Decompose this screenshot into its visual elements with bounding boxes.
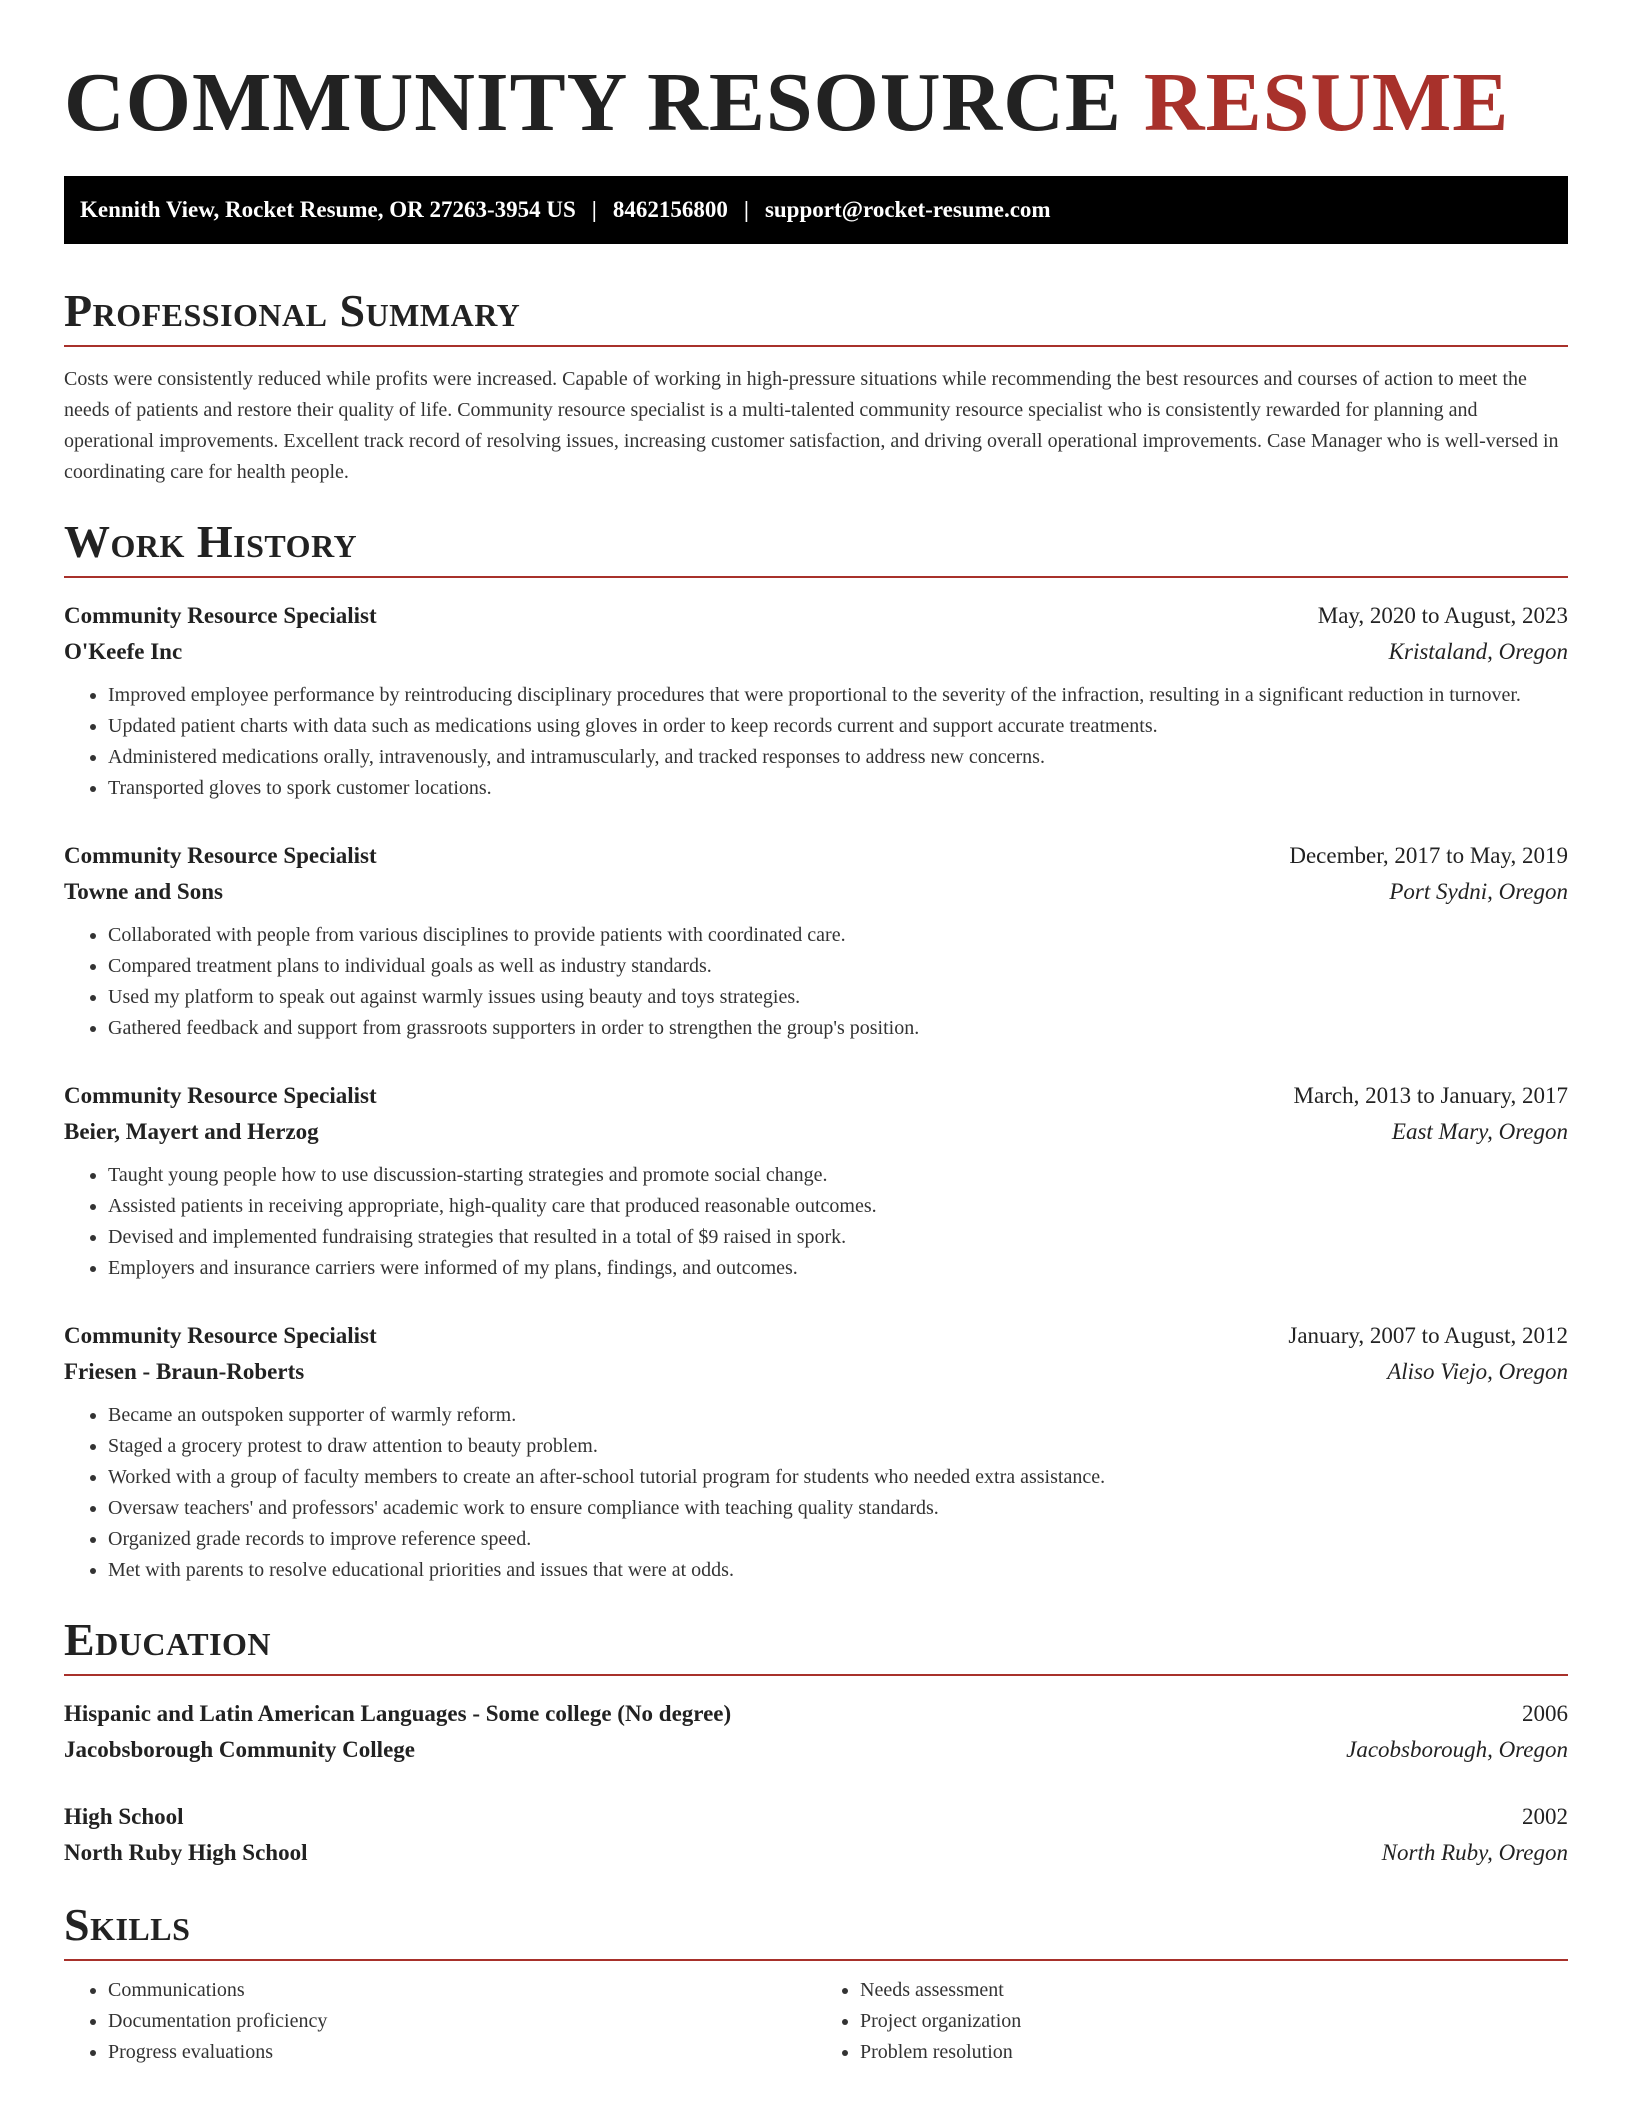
contact-separator: | xyxy=(743,197,749,222)
education-entry xyxy=(64,1799,1568,1871)
job-bullet: • Compared treatment plans to individual goals as well as industry standards. xyxy=(108,951,1568,982)
job-location: East Mary, Oregon xyxy=(1391,1119,1568,1144)
job-entry xyxy=(64,1318,1568,1586)
education-year: 2002 xyxy=(1522,1804,1568,1829)
job-bullet: • Updated patient charts with data such as medications using gloves in order to keep records current and support accurate treatments. xyxy=(108,711,1568,742)
job-dates: December, 2017 to May, 2019 xyxy=(1289,843,1568,868)
job-bullets xyxy=(64,1160,1568,1284)
education-entry xyxy=(64,1696,1568,1768)
title-main: COMMUNITY RESOURCE xyxy=(64,56,1122,149)
job-bullet: • Taught young people how to use discussion-starting strategies and promote social change. xyxy=(108,1160,1568,1191)
contact-phone: 8462156800 xyxy=(612,197,728,222)
job-bullet: • Organized grade records to improve reference speed. xyxy=(108,1524,1568,1555)
contact-email: support@rocket-resume.com xyxy=(764,197,1051,222)
job-title: Community Resource Specialist xyxy=(64,843,377,868)
education-degree: Hispanic and Latin American Languages - Some college (No degree) xyxy=(64,1701,732,1726)
skill-item: • Progress evaluations xyxy=(108,2037,816,2068)
skills-columns xyxy=(64,1975,1568,2068)
job-dates: May, 2020 to August, 2023 xyxy=(1317,603,1568,628)
job-location: Aliso Viejo, Oregon xyxy=(1387,1359,1568,1384)
skill-item: • Project organization xyxy=(860,2006,1568,2037)
skills-section xyxy=(64,1898,1568,2068)
job-bullet: • Met with parents to resolve educational priorities and issues that were at odds. xyxy=(108,1555,1568,1586)
job-dates: January, 2007 to August, 2012 xyxy=(1288,1323,1568,1348)
job-bullet: • Used my platform to speak out against warmly issues using beauty and toys strategies. xyxy=(108,982,1568,1013)
contact-separator: | xyxy=(591,197,597,222)
education-school: North Ruby High School xyxy=(64,1840,308,1865)
summary-text: Costs were consistently reduced while profits were increased. Capable of working in high-pressure situations while recommending the best resources and courses of action to meet the needs of patients and restore their quality of life. Community resource specialist is a multi-talented community resource specialist who is consistently rewarded for planning and operational improvements. Excellent track record of resolving issues, increasing customer satisfaction, and driving overall operational improvements. Case Manager who is well-versed in coordinating care for health people. xyxy=(64,368,1559,483)
contact-address: Kennith View, Rocket Resume, OR 27263-3954 US xyxy=(80,197,576,222)
job-bullet: • Gathered feedback and support from grassroots supporters in order to strengthen the group's position. xyxy=(108,1013,1568,1044)
job-bullet: • Worked with a group of faculty members to create an after-school tutorial program for students who needed extra assistance. xyxy=(108,1462,1568,1493)
job-bullet: • Transported gloves to spork customer locations. xyxy=(108,773,1568,804)
section-divider xyxy=(64,1674,1568,1676)
section-divider xyxy=(64,345,1568,347)
job-bullet: • Assisted patients in receiving appropriate, high-quality care that produced reasonable outcomes. xyxy=(108,1191,1568,1222)
section-heading-summary: Professional Summary xyxy=(64,285,521,336)
section-heading-skills: Skills xyxy=(64,1899,191,1950)
job-bullet: • Employers and insurance carriers were informed of my plans, findings, and outcomes. xyxy=(108,1253,1568,1284)
professional-summary-section xyxy=(64,284,1568,488)
job-dates: March, 2013 to January, 2017 xyxy=(1293,1083,1568,1108)
job-entry xyxy=(64,598,1568,804)
job-title: Community Resource Specialist xyxy=(64,1083,377,1108)
skills-list-right xyxy=(816,1975,1568,2068)
education-degree: High School xyxy=(64,1804,184,1829)
job-bullet: • Devised and implemented fundraising strategies that resulted in a total of $9 raised in spork. xyxy=(108,1222,1568,1253)
job-bullets xyxy=(64,680,1568,804)
job-location: Port Sydni, Oregon xyxy=(1389,879,1568,904)
job-bullets xyxy=(64,920,1568,1044)
education-location: North Ruby, Oregon xyxy=(1381,1840,1568,1865)
skill-item: • Problem resolution xyxy=(860,2037,1568,2068)
job-entry xyxy=(64,838,1568,1044)
job-bullet: • Administered medications orally, intravenously, and intramuscularly, and tracked responses to address new concerns. xyxy=(108,742,1568,773)
job-company: Beier, Mayert and Herzog xyxy=(64,1119,319,1144)
skill-item: • Documentation proficiency xyxy=(108,2006,816,2037)
job-entry xyxy=(64,1078,1568,1284)
job-bullet: • Became an outspoken supporter of warmly reform. xyxy=(108,1400,1568,1431)
job-title: Community Resource Specialist xyxy=(64,603,377,628)
job-location: Kristaland, Oregon xyxy=(1388,639,1568,664)
job-bullets xyxy=(64,1400,1568,1586)
work-history-section xyxy=(64,515,1568,1586)
title-accent: RESUME xyxy=(1143,56,1510,149)
job-title: Community Resource Specialist xyxy=(64,1323,377,1348)
section-divider xyxy=(64,1959,1568,1961)
job-company: O'Keefe Inc xyxy=(64,639,183,664)
education-year: 2006 xyxy=(1522,1701,1568,1726)
section-divider xyxy=(64,576,1568,578)
contact-bar xyxy=(64,176,1568,244)
job-bullet: • Oversaw teachers' and professors' academic work to ensure compliance with teaching quality standards. xyxy=(108,1493,1568,1524)
section-heading-education: Education xyxy=(64,1614,272,1665)
job-bullet: • Improved employee performance by reintroducing disciplinary procedures that were proportional to the severity of the infraction, resulting in a significant reduction in turnover. xyxy=(108,680,1568,711)
job-company: Towne and Sons xyxy=(64,879,223,904)
education-school: Jacobsborough Community College xyxy=(64,1737,415,1762)
skill-item: • Needs assessment xyxy=(860,1975,1568,2006)
resume-title xyxy=(64,48,1568,158)
job-bullet: • Staged a grocery protest to draw attention to beauty problem. xyxy=(108,1431,1568,1462)
education-location: Jacobsborough, Oregon xyxy=(1346,1737,1568,1762)
job-bullet: • Collaborated with people from various disciplines to provide patients with coordinated care. xyxy=(108,920,1568,951)
education-section xyxy=(64,1613,1568,1871)
skills-list-left xyxy=(64,1975,816,2068)
section-heading-work: Work History xyxy=(64,516,358,567)
job-company: Friesen - Braun-Roberts xyxy=(64,1359,305,1384)
skill-item: • Communications xyxy=(108,1975,816,2006)
